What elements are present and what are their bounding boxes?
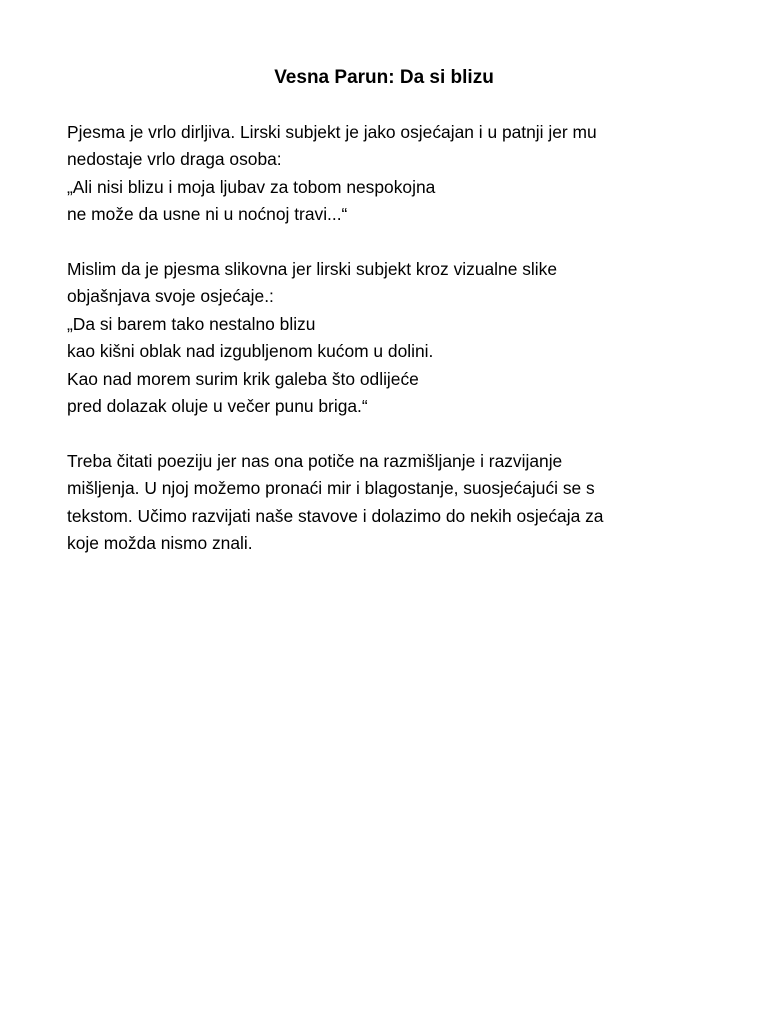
- text-line: objašnjava svoje osjećaje.:: [67, 286, 274, 307]
- text-line: nedostaje vrlo draga osoba:: [67, 149, 282, 170]
- text-line: koje možda nismo znali.: [67, 533, 253, 554]
- paragraph-2: [67, 256, 717, 420]
- document-title: Vesna Parun: Da si blizu: [274, 67, 494, 88]
- text-line: tekstom. Učimo razvijati naše stavove i dolazimo do nekih osjećaja za: [67, 505, 604, 526]
- text-line: Treba čitati poeziju jer nas ona potiče na razmišljanje i razvijanje: [67, 450, 563, 471]
- quote-line: pred dolazak oluje u večer punu briga.“: [67, 396, 368, 417]
- quote-line: Kao nad morem surim krik galeba što odlijeće: [67, 368, 419, 389]
- quote-line: „Da si barem tako nestalno blizu: [67, 313, 316, 334]
- text-line: mišljenja. U njoj možemo pronaći mir i blagostanje, suosjećajući se s: [67, 478, 595, 499]
- text-line: Pjesma je vrlo dirljiva. Lirski subjekt je jako osjećajan i u patnji jer mu: [67, 122, 597, 142]
- text-line: Mislim da je pjesma slikovna jer lirski subjekt kroz vizualne slike: [67, 259, 557, 280]
- quote-line: kao kišni oblak nad izgubljenom kućom u dolini.: [67, 341, 434, 362]
- quote-line: „Ali nisi blizu i moja ljubav za tobom nespokojna: [67, 176, 436, 197]
- document-body: [67, 119, 717, 585]
- quote-line: ne može da usne ni u noćnoj travi...“: [67, 204, 348, 225]
- paragraph-1: [67, 119, 717, 229]
- paragraph-3: [67, 448, 717, 558]
